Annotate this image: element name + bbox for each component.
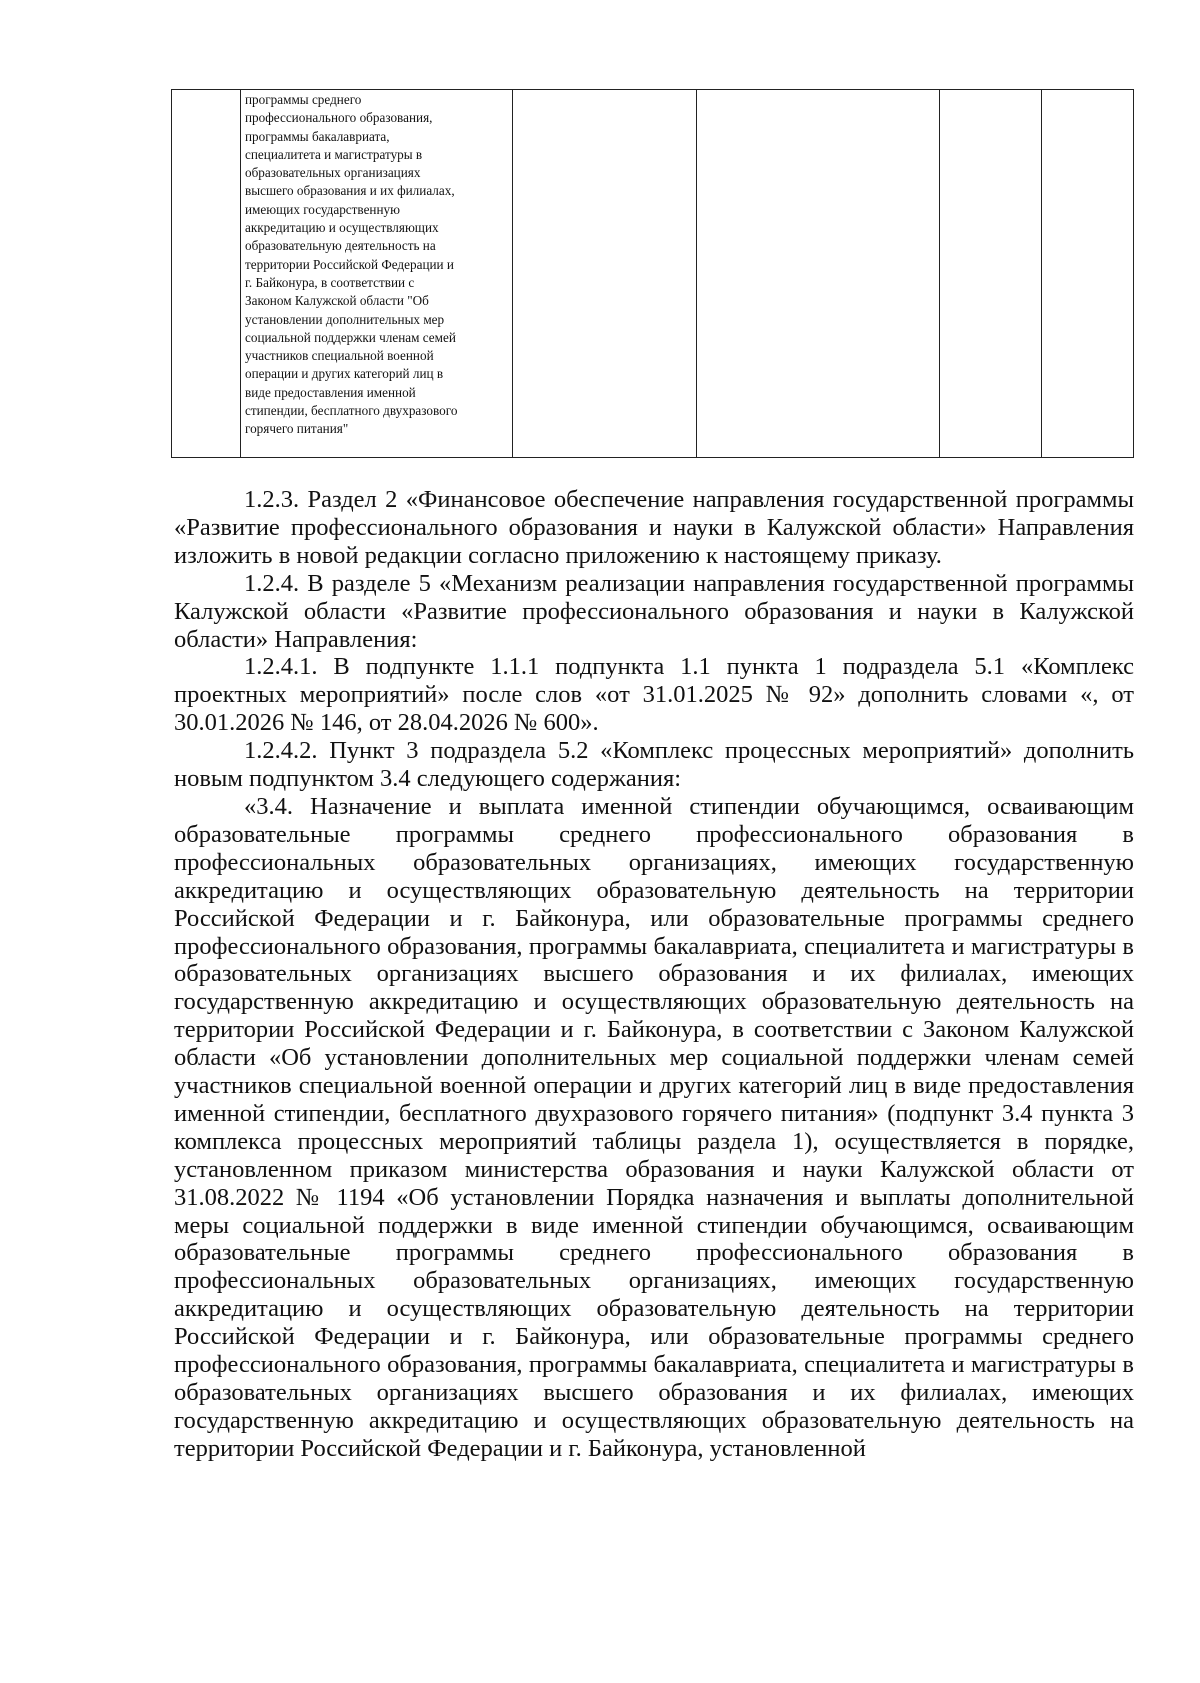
table-cell-empty: [513, 90, 697, 458]
paragraph-1-2-4-1: 1.2.4.1. В подпункте 1.1.1 подпункта 1.1 пункта 1 подраздела 5.1 «Комплекс проектных мероприятий» после слов «от 31.01.2025 № 92» дополнить словами «, от 30.01.2026 № 146, от 28.04.2026 № 600».: [174, 653, 1134, 737]
table-cell-description: [241, 90, 513, 458]
paragraph-3-4: «3.4. Назначение и выплата именной стипендии обучающимся, осваивающим образовательные программы среднего профессионального образования в профессиональных образовательных организациях, имеющих государственную аккредитацию и осуществляющих образовательную деятельность на территории Российской Федерации и г. Байконура, или образовательные программы среднего профессионального образования, программы бакалавриата, специалитета и магистратуры в образовательных организациях высшего образования и их филиалах, имеющих государственную аккредитацию и осуществляющих образовательную деятельность на территории Российской Федерации и г. Байконура, в соответствии с Законом Калужской области «Об установлении дополнительных мер социальной поддержки членам семей участников специальной военной операции и других категорий лиц в виде предоставления именной стипендии, бесплатного двухразового горячего питания» (подпункт 3.4 пункта 3 комплекса процессных мероприятий таблицы раздела 1), осуществляется в порядке, установленном приказом министерства образования и науки Калужской области от 31.08.2022 № 1194 «Об установлении Порядка назначения и выплаты дополнительной меры социальной поддержки в виде именной стипендии обучающимся, осваивающим образовательные программы среднего профессионального образования в профессиональных образовательных организациях, имеющих государственную аккредитацию и осуществляющих образовательную деятельность на территории Российской Федерации и г. Байконура, или образовательные программы среднего профессионального образования, программы бакалавриата, специалитета и магистратуры в образовательных организациях высшего образования и их филиалах, имеющих государственную аккредитацию и осуществляющих образовательную деятельность на территории Российской Федерации и г. Байконура, установленной: [174, 792, 1134, 1462]
paragraph-1-2-4-2: 1.2.4.2. Пункт 3 подраздела 5.2 «Комплекс процессных мероприятий» дополнить новым подпунктом 3.4 следующего содержания:: [174, 737, 1134, 793]
table-cell-empty: [940, 90, 1042, 458]
paragraph-1-2-3: 1.2.3. Раздел 2 «Финансовое обеспечение направления государственной программы «Развитие профессионального образования и науки в Калужской области» Направления изложить в новой редакции согласно приложению к настоящему приказу.: [174, 486, 1134, 569]
document-body: [174, 486, 1134, 1463]
table-cell-number: [172, 90, 241, 458]
table-fragment: [171, 89, 1134, 458]
table-cell-empty: [1042, 90, 1134, 458]
table-cell-text: программы среднего профессионального образования, программы бакалавриата, специалитета и магистратуры в образовательных организациях высшего образования и их филиалах, имеющих государственную аккредитацию и осуществляющих образовательную деятельность на территории Российской Федерации и г. Байконура, в соответствии с Законом Калужской области "Об установлении дополнительных мер социальной поддержки членам семей участников специальной военной операции и других категорий лиц в виде предоставления именной стипендии, бесплатного двухразового горячего питания": [245, 92, 458, 437]
table-row: [172, 90, 1134, 458]
table-cell-empty: [697, 90, 940, 458]
paragraph-1-2-4: 1.2.4. В разделе 5 «Механизм реализации направления государственной программы Калужской области «Развитие профессионального образования и науки в Калужской области» Направления:: [174, 569, 1134, 653]
